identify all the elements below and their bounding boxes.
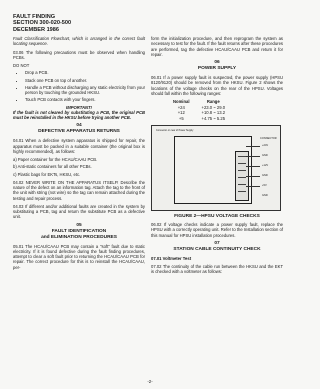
figure-label: GND: [262, 193, 268, 197]
section-07-heading: [151, 241, 283, 253]
precautions-list: [13, 70, 145, 102]
hpsu-voltage-figure: [151, 125, 281, 211]
paragraph-07-01: 07.01 Voltmeter Test: [151, 255, 192, 261]
paragraph-04-01: 04.01 When a defective system apparatus is shipped for repair, the apparatus must be packed in a suitable container (the original box is highly recommended), as follows:: [13, 138, 145, 154]
do-not-label: DO NOT: [13, 63, 30, 68]
figure-title: FIGURE 2—HPSU VOLTAGE CHECKS: [174, 213, 260, 219]
paragraph-07-02: 07.02 The continuity of the cable run between the HKSU and the EKT is checked with a voltmeter as follows:: [151, 264, 283, 275]
header-section-title: FAULT FINDING: [13, 14, 56, 20]
section-04-heading: [13, 123, 145, 135]
table-cell: +23.0 ~ 29.0: [201, 105, 226, 111]
list-item: • Touch PCB contacts with your fingers.: [25, 97, 145, 102]
leader-line: [246, 166, 260, 167]
paragraph-06-02: 06.02 If voltage checks indicate a power supply fault, replace the HPSU with a correctly operating unit. Refer to the Installation section of this manual for HPSU installation procedures.: [151, 222, 283, 238]
table-cell: +24: [177, 105, 185, 111]
important-heading: IMPORTANT!: [66, 104, 92, 110]
leader-line: [246, 176, 260, 177]
figure-small-caption: Connector on rear of Power Supply: [156, 128, 194, 132]
leader-line: [246, 156, 260, 157]
table-cell: +5: [178, 115, 184, 121]
connector-pin: [238, 156, 246, 157]
list-item: a) Paper container for the HCAU/CAAU PCB.: [13, 157, 98, 162]
connector-pin: [238, 184, 246, 185]
figure-label: +12V: [262, 163, 269, 167]
table-cell: +10.8 ~ 13.2: [201, 110, 226, 116]
paragraph-04-03: 04.03 If different and/or additional faults are created in the system by substituting a PCB, tag and return the substitute PCB as a defective unit.: [13, 203, 145, 220]
list-item: • Stack one PCB on top of another.: [25, 78, 145, 83]
page-number: -2-: [147, 379, 153, 384]
paragraph-04-02: 04.02 NEVER WRITE ON THE APPARATUS ITSELF! Describe the nature of the defect on an information tag. Attach the tag to the front of the unit with string (not wire) so the tag can remain attached during the testing and repair process.: [13, 179, 145, 201]
connector-pin: [238, 191, 246, 192]
table-cell: +12: [177, 110, 185, 116]
paragraph-03-06: 03.06 The following precautions must be observed when handling PCBs.: [13, 49, 145, 60]
leader-line: [246, 146, 260, 147]
intro-paragraph: Fault Classification Flowchart, which is arranged in the correct fault locating sequence.: [13, 36, 145, 47]
paragraph-06-01: 06.01 If a power supply fault is suspected, the power supply (HPSU 8120/9120) should be removed from the HKSU. Figure 2 shows the locations of the voltage checks on the rear of the HPSU. Voltages should fall within the following ranges:: [151, 75, 283, 96]
connector-pin: [238, 163, 246, 164]
figure-label: +5V: [262, 183, 267, 187]
figure-label: GND: [262, 153, 268, 157]
paragraph-05-01: 05.01 The HCAU/CAAU PCB may contain a "soft" fault due to static electricity. If it is found defective during the fault finding procedures, attempt to clear a soft fault prior to returning the HCAU/CAAU PCB for repair. The correct procedure for this is to reinstall the HCAU/CAAU, per-: [13, 243, 145, 270]
figure-label: GND: [262, 173, 268, 177]
power-supply-rear-panel: [174, 136, 252, 204]
table-cell: +4.75 ~ 5.25: [201, 115, 226, 121]
important-note: If the fault is not cleared by substituting a PCB, the original PCB must be reinstalled in the HKSU before trying another PCB.: [13, 109, 145, 120]
leader-line: [246, 186, 260, 187]
left-column: [13, 36, 145, 273]
section-title: DEFECTIVE APPARATUS RETURNS: [38, 129, 120, 135]
voltage-range-table: [173, 99, 237, 121]
column-header: Nominal: [173, 99, 190, 104]
connector-pin: [238, 170, 246, 171]
page-header: [13, 14, 71, 33]
section-05-heading: [13, 223, 145, 241]
list-item: b) Anti-static containers for all other PCBs.: [13, 164, 92, 170]
connector-pin: [238, 177, 246, 178]
header-section-number: SECTION 300-020-500: [13, 20, 72, 27]
header-date: DECEMBER 1986: [13, 26, 60, 33]
figure-label: CONNECTOR: [260, 136, 277, 140]
continued-paragraph: form the initialization procedure, and then reprogram the system as necessary to test for the fault. If the fault returns after these procedures are performed, tag the defective HCAU/CAAU PCB and return it for repair.: [151, 36, 283, 57]
section-number: 04: [76, 123, 82, 129]
list-item: c) Plastic bags for EKTs, HKSU, etc.: [13, 171, 81, 177]
figure-label: +24V: [262, 143, 269, 147]
section-number: 07: [214, 240, 220, 246]
section-title: STATION CABLE CONTINUITY CHECK: [173, 246, 261, 252]
table-row: [173, 116, 237, 121]
section-06-heading: [151, 60, 283, 72]
section-subtitle: and ELIMINATION PROCEDURES: [41, 234, 117, 240]
column-header: Range: [206, 99, 220, 104]
list-item: • Drop a PCB.: [25, 70, 145, 75]
packing-list: [13, 157, 145, 177]
section-number: 06: [214, 60, 220, 65]
section-title: FAULT IDENTIFICATION: [51, 228, 107, 234]
section-number: 05: [76, 222, 82, 228]
list-item: • Handle a PCB without discharging any static electricity from your person by touching the grounded HKSU.: [25, 85, 145, 96]
right-column: [151, 36, 283, 278]
section-title: POWER SUPPLY: [197, 66, 237, 71]
